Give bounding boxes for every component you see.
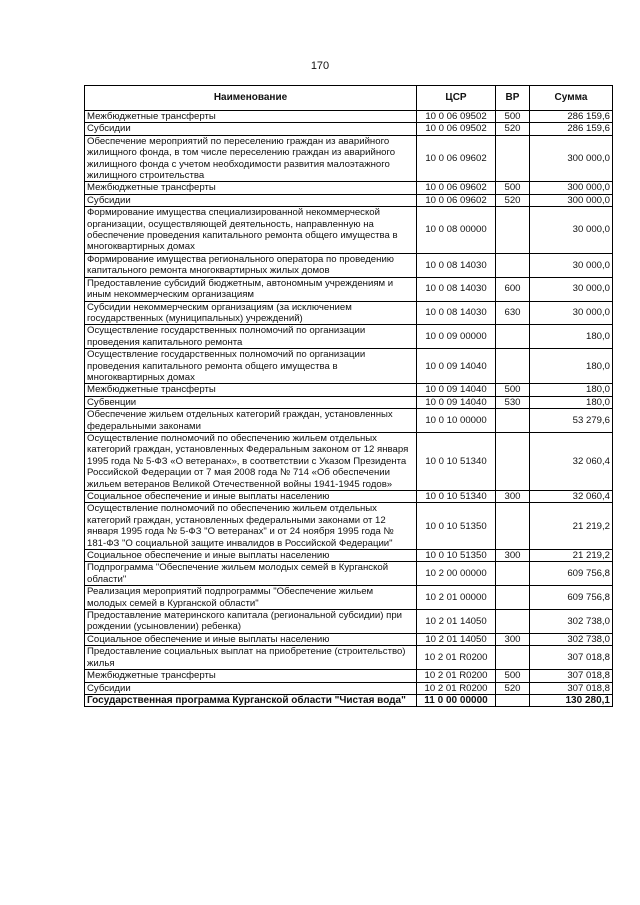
cell-name: Предоставление социальных выплат на приобретение (строительство) жилья [85, 646, 417, 670]
cell-name: Предоставление материнского капитала (региональной субсидии) при рождении (усыновлении) ребенка) [85, 610, 417, 634]
table-row [85, 646, 613, 670]
cell-csr: 10 0 09 14040 [417, 349, 496, 384]
cell-csr: 10 0 06 09602 [417, 194, 496, 206]
cell-vr [496, 349, 530, 384]
header-csr: ЦСР [417, 86, 496, 111]
cell-name: Социальное обеспечение и иные выплаты населению [85, 633, 417, 645]
cell-vr [496, 610, 530, 634]
table-row [85, 301, 613, 325]
cell-sum: 180,0 [530, 396, 613, 408]
cell-vr: 300 [496, 550, 530, 562]
cell-sum: 300 000,0 [530, 135, 613, 182]
budget-table [84, 85, 613, 707]
cell-name: Межбюджетные трансферты [85, 384, 417, 396]
cell-csr: 10 2 01 R0200 [417, 670, 496, 682]
cell-sum: 180,0 [530, 349, 613, 384]
cell-name: Осуществление полномочий по обеспечению жильем отдельных категорий граждан, установленных Федеральным законом от 12 января 1995 года № 5-ФЗ «О ветеранах», в соответствии с Указом Президента Российской Федерации от 7 мая 2008 года № 714 «Об обеспечении жильем ветеранов Великой Отечественной войны 1941-1945 годов» [85, 432, 417, 490]
table-row [85, 384, 613, 396]
cell-csr: 10 2 01 R0200 [417, 682, 496, 694]
cell-sum: 307 018,8 [530, 670, 613, 682]
cell-name: Субвенции [85, 396, 417, 408]
page-number: 170 [310, 60, 330, 72]
table-row [85, 550, 613, 562]
table-row [85, 670, 613, 682]
cell-csr: 10 0 09 14040 [417, 396, 496, 408]
cell-vr [496, 432, 530, 490]
cell-csr: 10 0 08 14030 [417, 253, 496, 277]
cell-vr: 530 [496, 396, 530, 408]
cell-name: Субсидии некоммерческим организациям (за исключением государственных (муниципальных) учреждений) [85, 301, 417, 325]
table-row [85, 633, 613, 645]
cell-csr: 10 0 10 00000 [417, 409, 496, 433]
cell-sum: 32 060,4 [530, 432, 613, 490]
table-row [85, 207, 613, 254]
cell-vr [496, 409, 530, 433]
cell-vr [496, 503, 530, 550]
table-row [85, 491, 613, 503]
cell-csr: 10 0 09 14040 [417, 384, 496, 396]
cell-name: Социальное обеспечение и иные выплаты населению [85, 550, 417, 562]
cell-csr: 10 2 01 00000 [417, 586, 496, 610]
cell-sum: 300 000,0 [530, 194, 613, 206]
cell-sum: 32 060,4 [530, 491, 613, 503]
cell-csr: 10 0 08 14030 [417, 277, 496, 301]
cell-csr: 10 2 01 R0200 [417, 646, 496, 670]
table-row [85, 349, 613, 384]
table-row [85, 325, 613, 349]
cell-name: Осуществление государственных полномочий по организации проведения капитального ремонта общего имущества в многоквартирных домах [85, 349, 417, 384]
cell-sum: 30 000,0 [530, 207, 613, 254]
cell-name: Межбюджетные трансферты [85, 111, 417, 123]
cell-csr: 10 0 06 09602 [417, 182, 496, 194]
cell-csr: 10 2 01 14050 [417, 610, 496, 634]
table-header-row [85, 86, 613, 111]
cell-vr [496, 207, 530, 254]
cell-name: Социальное обеспечение и иные выплаты населению [85, 491, 417, 503]
cell-sum: 180,0 [530, 384, 613, 396]
cell-vr: 300 [496, 633, 530, 645]
cell-sum: 302 738,0 [530, 610, 613, 634]
table-row [85, 111, 613, 123]
cell-name: Субсидии [85, 194, 417, 206]
cell-sum: 30 000,0 [530, 277, 613, 301]
cell-vr: 500 [496, 111, 530, 123]
cell-sum: 180,0 [530, 325, 613, 349]
table-row [85, 610, 613, 634]
cell-sum: 30 000,0 [530, 253, 613, 277]
cell-csr: 11 0 00 00000 [417, 694, 496, 706]
table-row [85, 503, 613, 550]
cell-sum: 286 159,6 [530, 123, 613, 135]
header-sum: Сумма [530, 86, 613, 111]
table-row [85, 432, 613, 490]
cell-name: Осуществление государственных полномочий по организации проведения капитального ремонта [85, 325, 417, 349]
cell-name: Подпрограмма "Обеспечение жильем молодых семей в Курганской области" [85, 562, 417, 586]
cell-name: Обеспечение жильем отдельных категорий граждан, установленных федеральными законами [85, 409, 417, 433]
cell-vr [496, 586, 530, 610]
cell-name: Государственная программа Курганской области "Чистая вода" [85, 694, 417, 706]
cell-name: Предоставление субсидий бюджетным, автономным учреждениям и иным некоммерческим организациям [85, 277, 417, 301]
cell-sum: 30 000,0 [530, 301, 613, 325]
cell-vr: 500 [496, 182, 530, 194]
cell-csr: 10 0 08 00000 [417, 207, 496, 254]
cell-csr: 10 0 10 51350 [417, 550, 496, 562]
cell-vr [496, 135, 530, 182]
table-row [85, 277, 613, 301]
cell-sum: 307 018,8 [530, 682, 613, 694]
cell-vr: 520 [496, 194, 530, 206]
cell-csr: 10 0 06 09502 [417, 123, 496, 135]
cell-name: Субсидии [85, 682, 417, 694]
cell-csr: 10 0 09 00000 [417, 325, 496, 349]
cell-sum: 286 159,6 [530, 111, 613, 123]
cell-vr: 630 [496, 301, 530, 325]
cell-sum: 609 756,8 [530, 562, 613, 586]
cell-name: Осуществление полномочий по обеспечению жильем отдельных категорий граждан, установленных федеральными законами от 12 января 1995 года № 5-ФЗ "О ветеранах" и от 24 ноября 1995 года № 181-ФЗ "О социальной защите инвалидов в Российской Федерации" [85, 503, 417, 550]
cell-vr [496, 646, 530, 670]
cell-name: Обеспечение мероприятий по переселению граждан из аварийного жилищного фонда, в том числе переселению граждан из аварийного жилищного фонда с учетом необходимости развития малоэтажного жилищного строительства [85, 135, 417, 182]
cell-sum: 130 280,1 [530, 694, 613, 706]
cell-name: Формирование имущества регионального оператора по проведению капитального ремонта многоквартирных жилых домов [85, 253, 417, 277]
cell-csr: 10 0 08 14030 [417, 301, 496, 325]
cell-vr: 520 [496, 123, 530, 135]
table-row [85, 586, 613, 610]
cell-csr: 10 2 01 14050 [417, 633, 496, 645]
header-vr: ВР [496, 86, 530, 111]
cell-sum: 307 018,8 [530, 646, 613, 670]
table-row [85, 396, 613, 408]
cell-name: Межбюджетные трансферты [85, 670, 417, 682]
table-row [85, 123, 613, 135]
cell-csr: 10 0 10 51340 [417, 432, 496, 490]
table-row [85, 682, 613, 694]
cell-sum: 609 756,8 [530, 586, 613, 610]
cell-vr [496, 325, 530, 349]
cell-vr [496, 253, 530, 277]
cell-vr: 300 [496, 491, 530, 503]
table-row [85, 194, 613, 206]
cell-vr: 500 [496, 670, 530, 682]
cell-sum: 53 279,6 [530, 409, 613, 433]
table-row [85, 182, 613, 194]
table-row [85, 253, 613, 277]
cell-sum: 300 000,0 [530, 182, 613, 194]
cell-vr: 600 [496, 277, 530, 301]
table-row [85, 409, 613, 433]
cell-vr [496, 562, 530, 586]
cell-csr: 10 2 00 00000 [417, 562, 496, 586]
header-name: Наименование [85, 86, 417, 111]
cell-name: Реализация мероприятий подпрограммы "Обеспечение жильем молодых семей в Курганской области" [85, 586, 417, 610]
cell-vr [496, 694, 530, 706]
cell-csr: 10 0 06 09602 [417, 135, 496, 182]
cell-vr: 500 [496, 384, 530, 396]
cell-name: Субсидии [85, 123, 417, 135]
table-row [85, 694, 613, 706]
cell-sum: 302 738,0 [530, 633, 613, 645]
cell-sum: 21 219,2 [530, 550, 613, 562]
cell-name: Формирование имущества специализированной некоммерческой организации, осуществляющей деятельность, направленную на обеспечение проведения капитального ремонта общего имущества в многоквартирных домах [85, 207, 417, 254]
cell-sum: 21 219,2 [530, 503, 613, 550]
table-row [85, 562, 613, 586]
cell-csr: 10 0 06 09502 [417, 111, 496, 123]
cell-name: Межбюджетные трансферты [85, 182, 417, 194]
cell-csr: 10 0 10 51340 [417, 491, 496, 503]
cell-csr: 10 0 10 51350 [417, 503, 496, 550]
cell-vr: 520 [496, 682, 530, 694]
table-row [85, 135, 613, 182]
